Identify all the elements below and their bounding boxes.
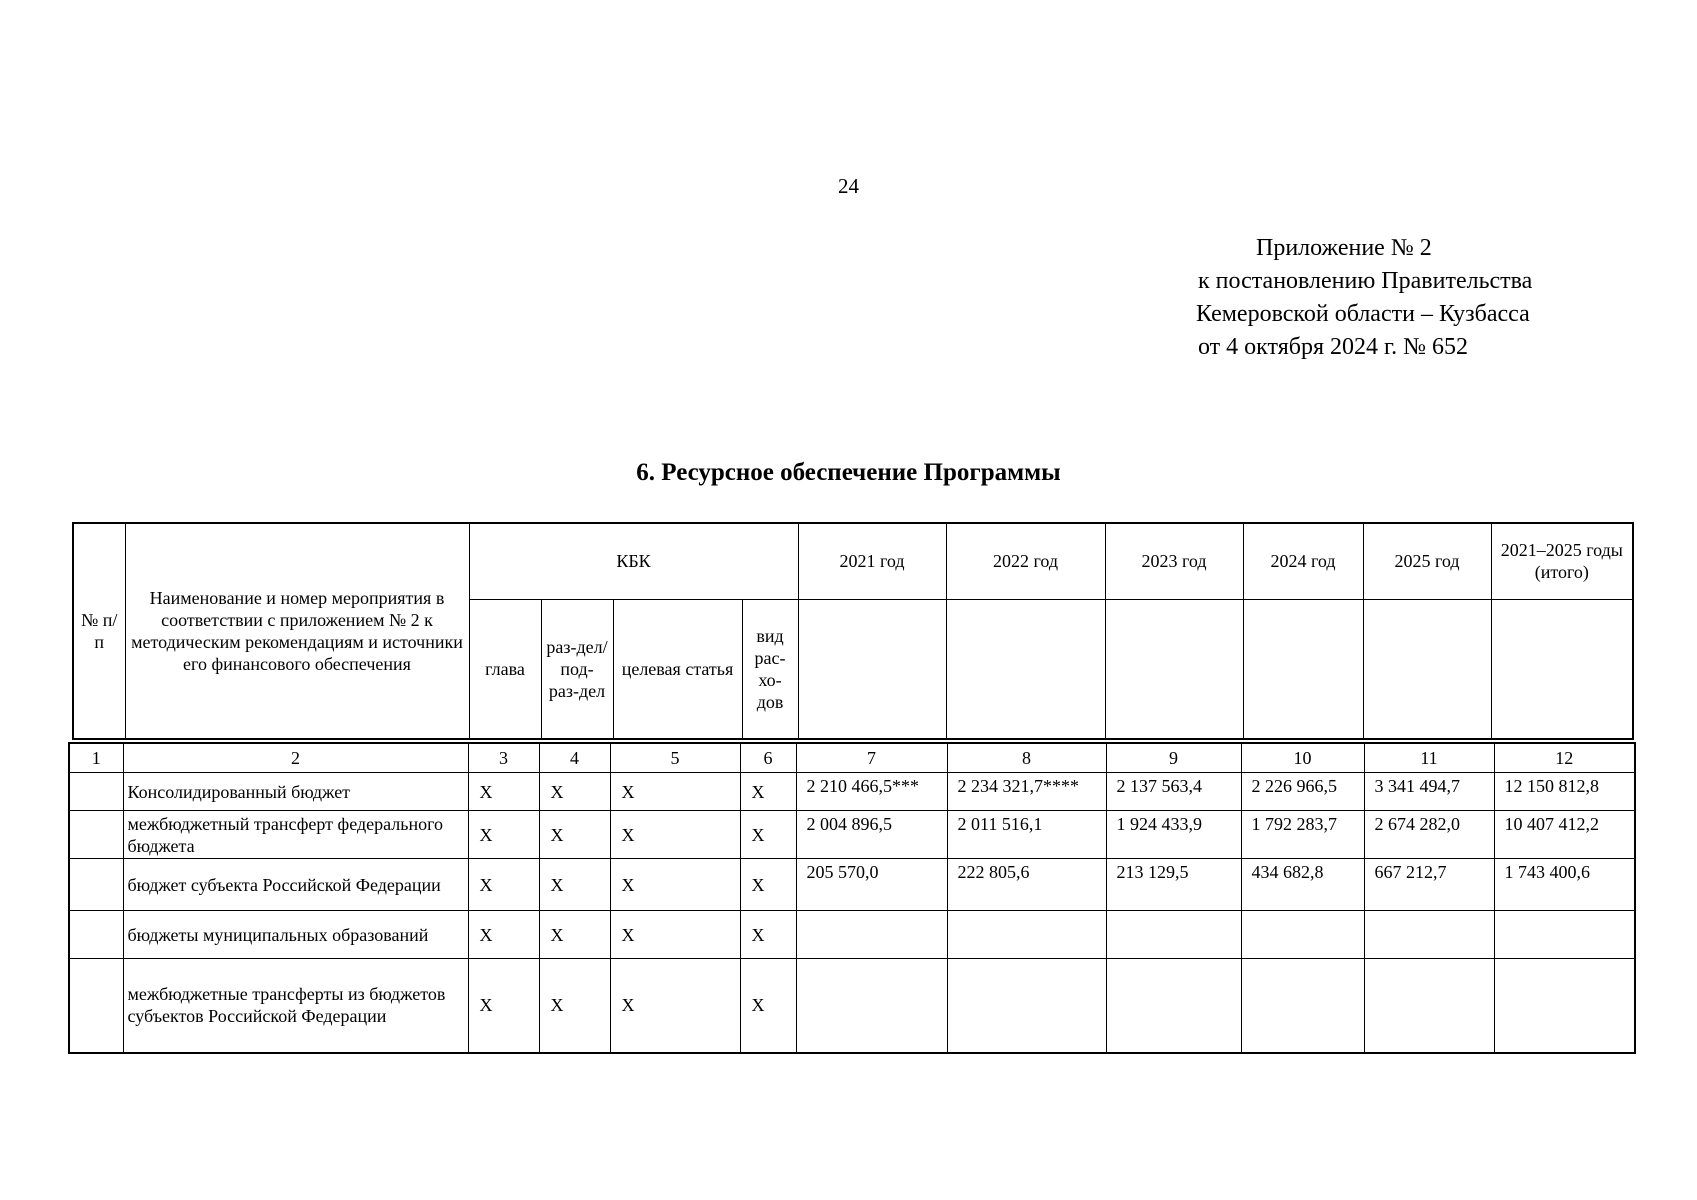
kbk-cell: Х	[468, 859, 539, 911]
value-cell	[947, 959, 1106, 1053]
header-kbk-target: целевая статья	[613, 599, 742, 739]
header-kbk-section: раз-дел/ под-раз-дел	[541, 599, 613, 739]
kbk-cell: Х	[610, 911, 740, 959]
header-year-2023: 2023 год	[1105, 523, 1243, 599]
value-cell	[796, 911, 947, 959]
row-number-cell	[69, 773, 123, 811]
page-number: 24	[838, 174, 859, 198]
table-row	[69, 911, 1635, 959]
value-cell: 1 792 283,7	[1241, 811, 1364, 859]
kbk-cell: Х	[610, 773, 740, 811]
value-cell	[1494, 959, 1635, 1053]
value-cell: 2 137 563,4	[1106, 773, 1241, 811]
header-empty-cell	[946, 599, 1105, 739]
column-number-row	[69, 743, 1635, 773]
header-empty-cell	[1363, 599, 1491, 739]
value-cell	[1241, 911, 1364, 959]
kbk-cell: Х	[539, 859, 610, 911]
value-cell: 667 212,7	[1364, 859, 1494, 911]
header-name: Наименование и номер мероприятия в соответствии с приложением № 2 к методическим рекомендациям и источники его финансового обеспечения	[125, 523, 469, 739]
header-empty-cell	[798, 599, 946, 739]
row-number-cell	[69, 811, 123, 859]
annex-line-4: от 4 октября 2024 г. № 652	[1198, 334, 1469, 360]
row-name: межбюджетный трансферт федерального бюджета	[123, 811, 468, 859]
kbk-cell: Х	[468, 911, 539, 959]
column-number: 3	[468, 743, 539, 773]
kbk-cell: Х	[468, 811, 539, 859]
annex-line-2: к постановлению Правительства	[1198, 268, 1533, 294]
header-kbk-type: вид рас-хо-дов	[742, 599, 798, 739]
header-empty-cell	[1105, 599, 1243, 739]
kbk-cell: Х	[539, 911, 610, 959]
header-empty-cell	[1243, 599, 1363, 739]
table-row	[69, 859, 1635, 911]
value-cell: 2 234 321,7****	[947, 773, 1106, 811]
value-cell: 2 011 516,1	[947, 811, 1106, 859]
row-name: Консолидированный бюджет	[123, 773, 468, 811]
value-cell	[1106, 911, 1241, 959]
column-number: 5	[610, 743, 740, 773]
value-cell	[1364, 911, 1494, 959]
value-cell	[1241, 959, 1364, 1053]
value-cell: 1 743 400,6	[1494, 859, 1635, 911]
header-kbk: КБК	[469, 523, 798, 599]
kbk-cell: Х	[468, 773, 539, 811]
annex-line-1: Приложение № 2	[1256, 235, 1432, 261]
column-number: 6	[740, 743, 796, 773]
kbk-cell: Х	[740, 911, 796, 959]
column-number: 11	[1364, 743, 1494, 773]
value-cell	[1364, 959, 1494, 1053]
kbk-cell: Х	[610, 959, 740, 1053]
kbk-cell: Х	[539, 959, 610, 1053]
header-year-2021: 2021 год	[798, 523, 946, 599]
row-number-cell	[69, 859, 123, 911]
column-number: 9	[1106, 743, 1241, 773]
value-cell: 2 004 896,5	[796, 811, 947, 859]
kbk-cell: Х	[740, 811, 796, 859]
table-body	[68, 742, 1636, 1054]
value-cell	[947, 911, 1106, 959]
value-cell: 222 805,6	[947, 859, 1106, 911]
value-cell: 10 407 412,2	[1494, 811, 1635, 859]
kbk-cell: Х	[610, 859, 740, 911]
kbk-cell: Х	[468, 959, 539, 1053]
table-row	[69, 773, 1635, 811]
header-num: № п/п	[73, 523, 125, 739]
kbk-cell: Х	[610, 811, 740, 859]
table-row	[69, 959, 1635, 1053]
value-cell: 2 226 966,5	[1241, 773, 1364, 811]
column-number: 7	[796, 743, 947, 773]
value-cell: 12 150 812,8	[1494, 773, 1635, 811]
column-number: 10	[1241, 743, 1364, 773]
row-name: бюджет субъекта Российской Федерации	[123, 859, 468, 911]
row-number-cell	[69, 959, 123, 1053]
column-number: 12	[1494, 743, 1635, 773]
kbk-cell: Х	[740, 859, 796, 911]
column-number: 4	[539, 743, 610, 773]
row-name: межбюджетные трансферты из бюджетов субъектов Российской Федерации	[123, 959, 468, 1053]
column-number: 8	[947, 743, 1106, 773]
header-year-2025: 2025 год	[1363, 523, 1491, 599]
header-year-2024: 2024 год	[1243, 523, 1363, 599]
header-kbk-chapter: глава	[469, 599, 541, 739]
value-cell	[1106, 959, 1241, 1053]
section-title: 6. Ресурсное обеспечение Программы	[636, 459, 1061, 486]
value-cell: 205 570,0	[796, 859, 947, 911]
value-cell	[1494, 911, 1635, 959]
column-number: 2	[123, 743, 468, 773]
value-cell: 2 210 466,5***	[796, 773, 947, 811]
row-name: бюджеты муниципальных образований	[123, 911, 468, 959]
value-cell: 1 924 433,9	[1106, 811, 1241, 859]
value-cell: 434 682,8	[1241, 859, 1364, 911]
header-year-2022: 2022 год	[946, 523, 1105, 599]
annex-line-3: Кемеровской области – Кузбасса	[1196, 301, 1530, 327]
table-row	[69, 811, 1635, 859]
value-cell: 2 674 282,0	[1364, 811, 1494, 859]
table-header	[72, 522, 1634, 740]
header-year-total: 2021–2025 годы (итого)	[1491, 523, 1633, 599]
kbk-cell: Х	[740, 773, 796, 811]
value-cell: 3 341 494,7	[1364, 773, 1494, 811]
header-empty-cell	[1491, 599, 1633, 739]
kbk-cell: Х	[539, 811, 610, 859]
row-number-cell	[69, 911, 123, 959]
value-cell	[796, 959, 947, 1053]
column-number: 1	[69, 743, 123, 773]
kbk-cell: Х	[740, 959, 796, 1053]
annex-block	[1190, 232, 1532, 364]
kbk-cell: Х	[539, 773, 610, 811]
value-cell: 213 129,5	[1106, 859, 1241, 911]
